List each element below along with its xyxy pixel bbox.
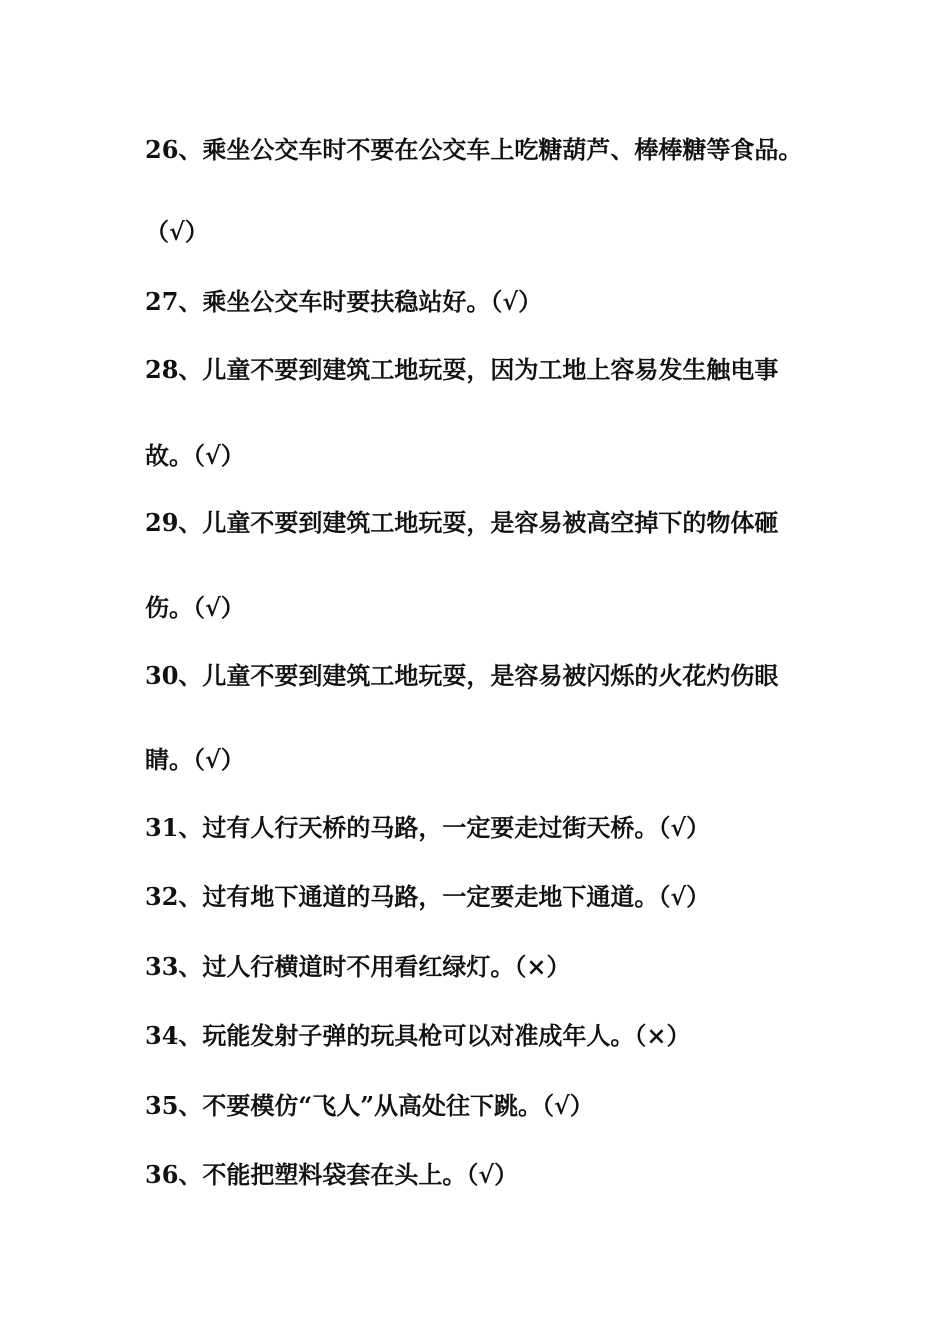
item-32-line-1: 32、过有地下通道的马路，一定要走地下通道。（√） <box>145 882 711 911</box>
item-29-line-2: 伤。（√） <box>145 593 245 622</box>
item-31-line-1: 31、过有人行天桥的马路，一定要走过街天桥。（√） <box>145 813 711 842</box>
item-35-line-1: 35、不要模仿“飞人”从高处往下跳。（√） <box>145 1091 594 1120</box>
item-30-line-1: 30、儿童不要到建筑工地玩耍，是容易被闪烁的火花灼伤眼 <box>145 661 779 690</box>
item-30-line-2: 睛。（√） <box>145 745 245 774</box>
item-29-line-1: 29、儿童不要到建筑工地玩耍，是容易被高空掉下的物体砸 <box>145 508 779 537</box>
item-28-line-2: 故。（√） <box>145 441 245 470</box>
item-27-line-1: 27、乘坐公交车时要扶稳站好。（√） <box>145 287 543 316</box>
item-26-line-2: （√） <box>145 217 209 246</box>
item-33-line-1: 33、过人行横道时不用看红绿灯。（×） <box>145 952 571 981</box>
item-34-line-1: 34、玩能发射子弹的玩具枪可以对准成年人。（×） <box>145 1021 691 1050</box>
item-36-line-1: 36、不能把塑料袋套在头上。（√） <box>145 1160 519 1189</box>
item-26-line-1: 26、乘坐公交车时不要在公交车上吃糖葫芦、棒棒糖等食品。 <box>145 135 803 164</box>
item-28-line-1: 28、儿童不要到建筑工地玩耍，因为工地上容易发生触电事 <box>145 355 779 384</box>
